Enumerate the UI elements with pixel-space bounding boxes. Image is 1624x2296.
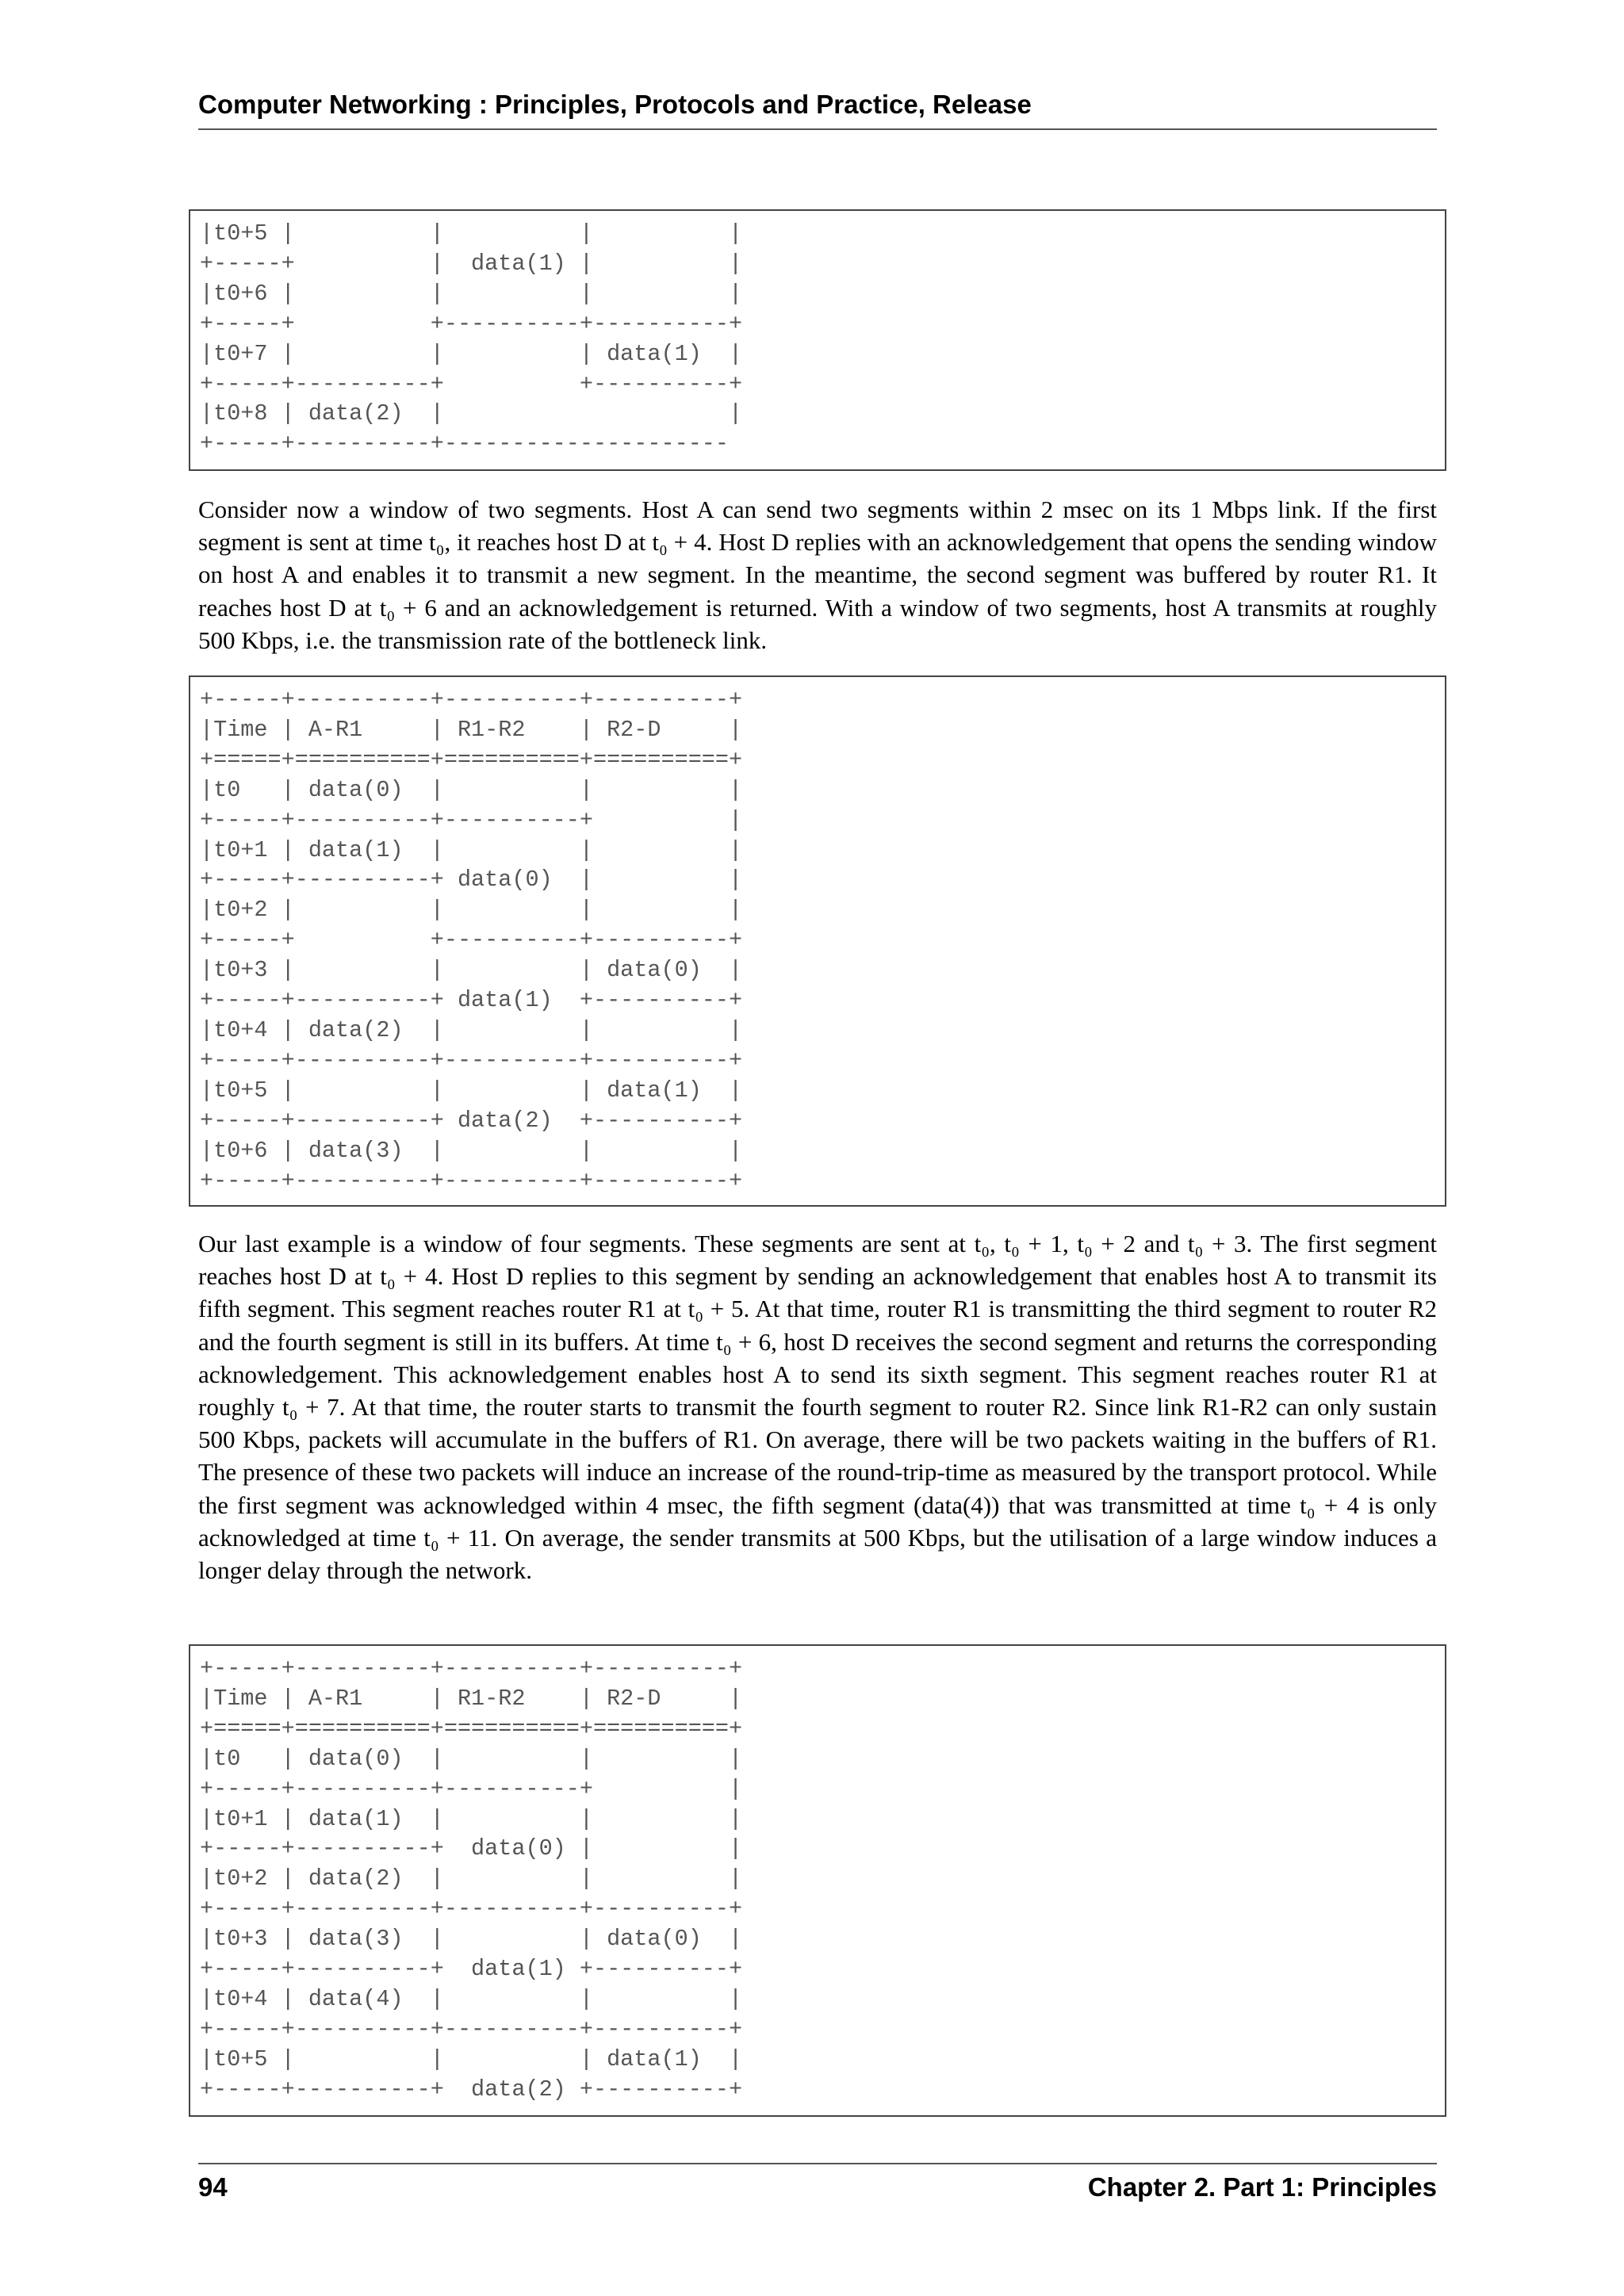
running-header: Computer Networking : Principles, Protocols and Practice, Release [198, 90, 1032, 119]
header-rule [198, 128, 1437, 130]
ascii-table-window-four: +-----+----------+----------+----------+ |Time | A-R1 | R1-R2 | R2-D | +=====+==========+==========+==========+ |t0 | data(0) | | | +-----+----------+----------+ | |t0+1 | data(1) | | | +-----+----------+ data(0) | | |t0+2 | data(2) | | | +-----+----------+----------+----------+ |t0+3 | data(3) | | data(0) | +-----+----------+ data(1) +----------+ |t0+4 | data(4) | | | +-----+----------+----------+----------+ |t0+5 | | | data(1) | +-----+----------+ data(2) +----------+ [200, 1655, 743, 2103]
code-block-2 [189, 675, 1446, 1207]
chapter-footer: Chapter 2. Part 1: Principles [1087, 2172, 1437, 2202]
ascii-table-window-one-end: |t0+5 | | | | +-----+ | data(1) | | |t0+6 | | | | +-----+ +----------+----------+ |t0+7 | | | data(1) | +-----+----------+ +----------+ |t0+8 | data(2) | | +-----+----------+--------------------- [200, 220, 743, 457]
code-block-3 [189, 1644, 1446, 2117]
paragraph-window-two: Consider now a window of two segments. Host A can send two segments within 2 msec on its 1 Mbps link. If the first segment is sent at time t₀, it reaches host D at t₀ + 4. Host D replies with an acknowledgement that opens the sending window on host A and enables it to transmit a new segment. In the meantime, the second segment was buffered by router R1. It reaches host D at t₀ + 6 and an acknowledgement is returned. With a window of two segments, host A transmits at roughly 500 Kbps, i.e. the transmission rate of the bottleneck link. [198, 496, 1437, 654]
ascii-table-window-two: +-----+----------+----------+----------+ |Time | A-R1 | R1-R2 | R2-D | +=====+==========+==========+==========+ |t0 | data(0) | | | +-----+----------+----------+ | |t0+1 | data(1) | | | +-----+----------+ data(0) | | |t0+2 | | | | +-----+ +----------+----------+ |t0+3 | | | data(0) | +-----+----------+ data(1) +----------+ |t0+4 | data(2) | | | +-----+----------+----------+----------+ |t0+5 | | | data(1) | +-----+----------+ data(2) +----------+ |t0+6 | data(3) | | | +-----+----------+----------+----------+ [200, 687, 743, 1194]
paragraph-window-four: Our last example is a window of four segments. These segments are sent at t₀, t₀ + 1, t₀ + 2 and t₀ + 3. The first segment reaches host D at t₀ + 4. Host D replies to this segment by sending an acknowledgement that enables host A to transmit its fifth segment. This segment reaches router R1 at t₀ + 5. At that time, router R1 is transmitting the third segment to router R2 and the fourth segment is still in its buffers. At time t₀ + 6, host D receives the second segment and returns the corresponding acknowledgement. This acknowledgement enables host A to send its sixth segment. This segment reaches router R1 at roughly t₀ + 7. At that time, the router starts to transmit the fourth segment to router R2. Since link R1-R2 can only sustain 500 Kbps, packets will accumulate in the buffers of R1. On average, there will be two packets waiting in the buffers of R1. The presence of these two packets will induce an increase of the round-trip-time as measured by the transport protocol. While the first segment was acknowledged within 4 msec, the fifth segment (data(4)) that was transmitted at time t₀ + 4 is only acknowledged at time t₀ + 11. On average, the sender transmits at 500 Kbps, but the utilisation of a large window induces a longer delay through the network. [198, 1230, 1437, 1585]
code-block-1 [189, 209, 1446, 471]
page-number: 94 [198, 2172, 228, 2202]
footer-rule [198, 2163, 1437, 2164]
